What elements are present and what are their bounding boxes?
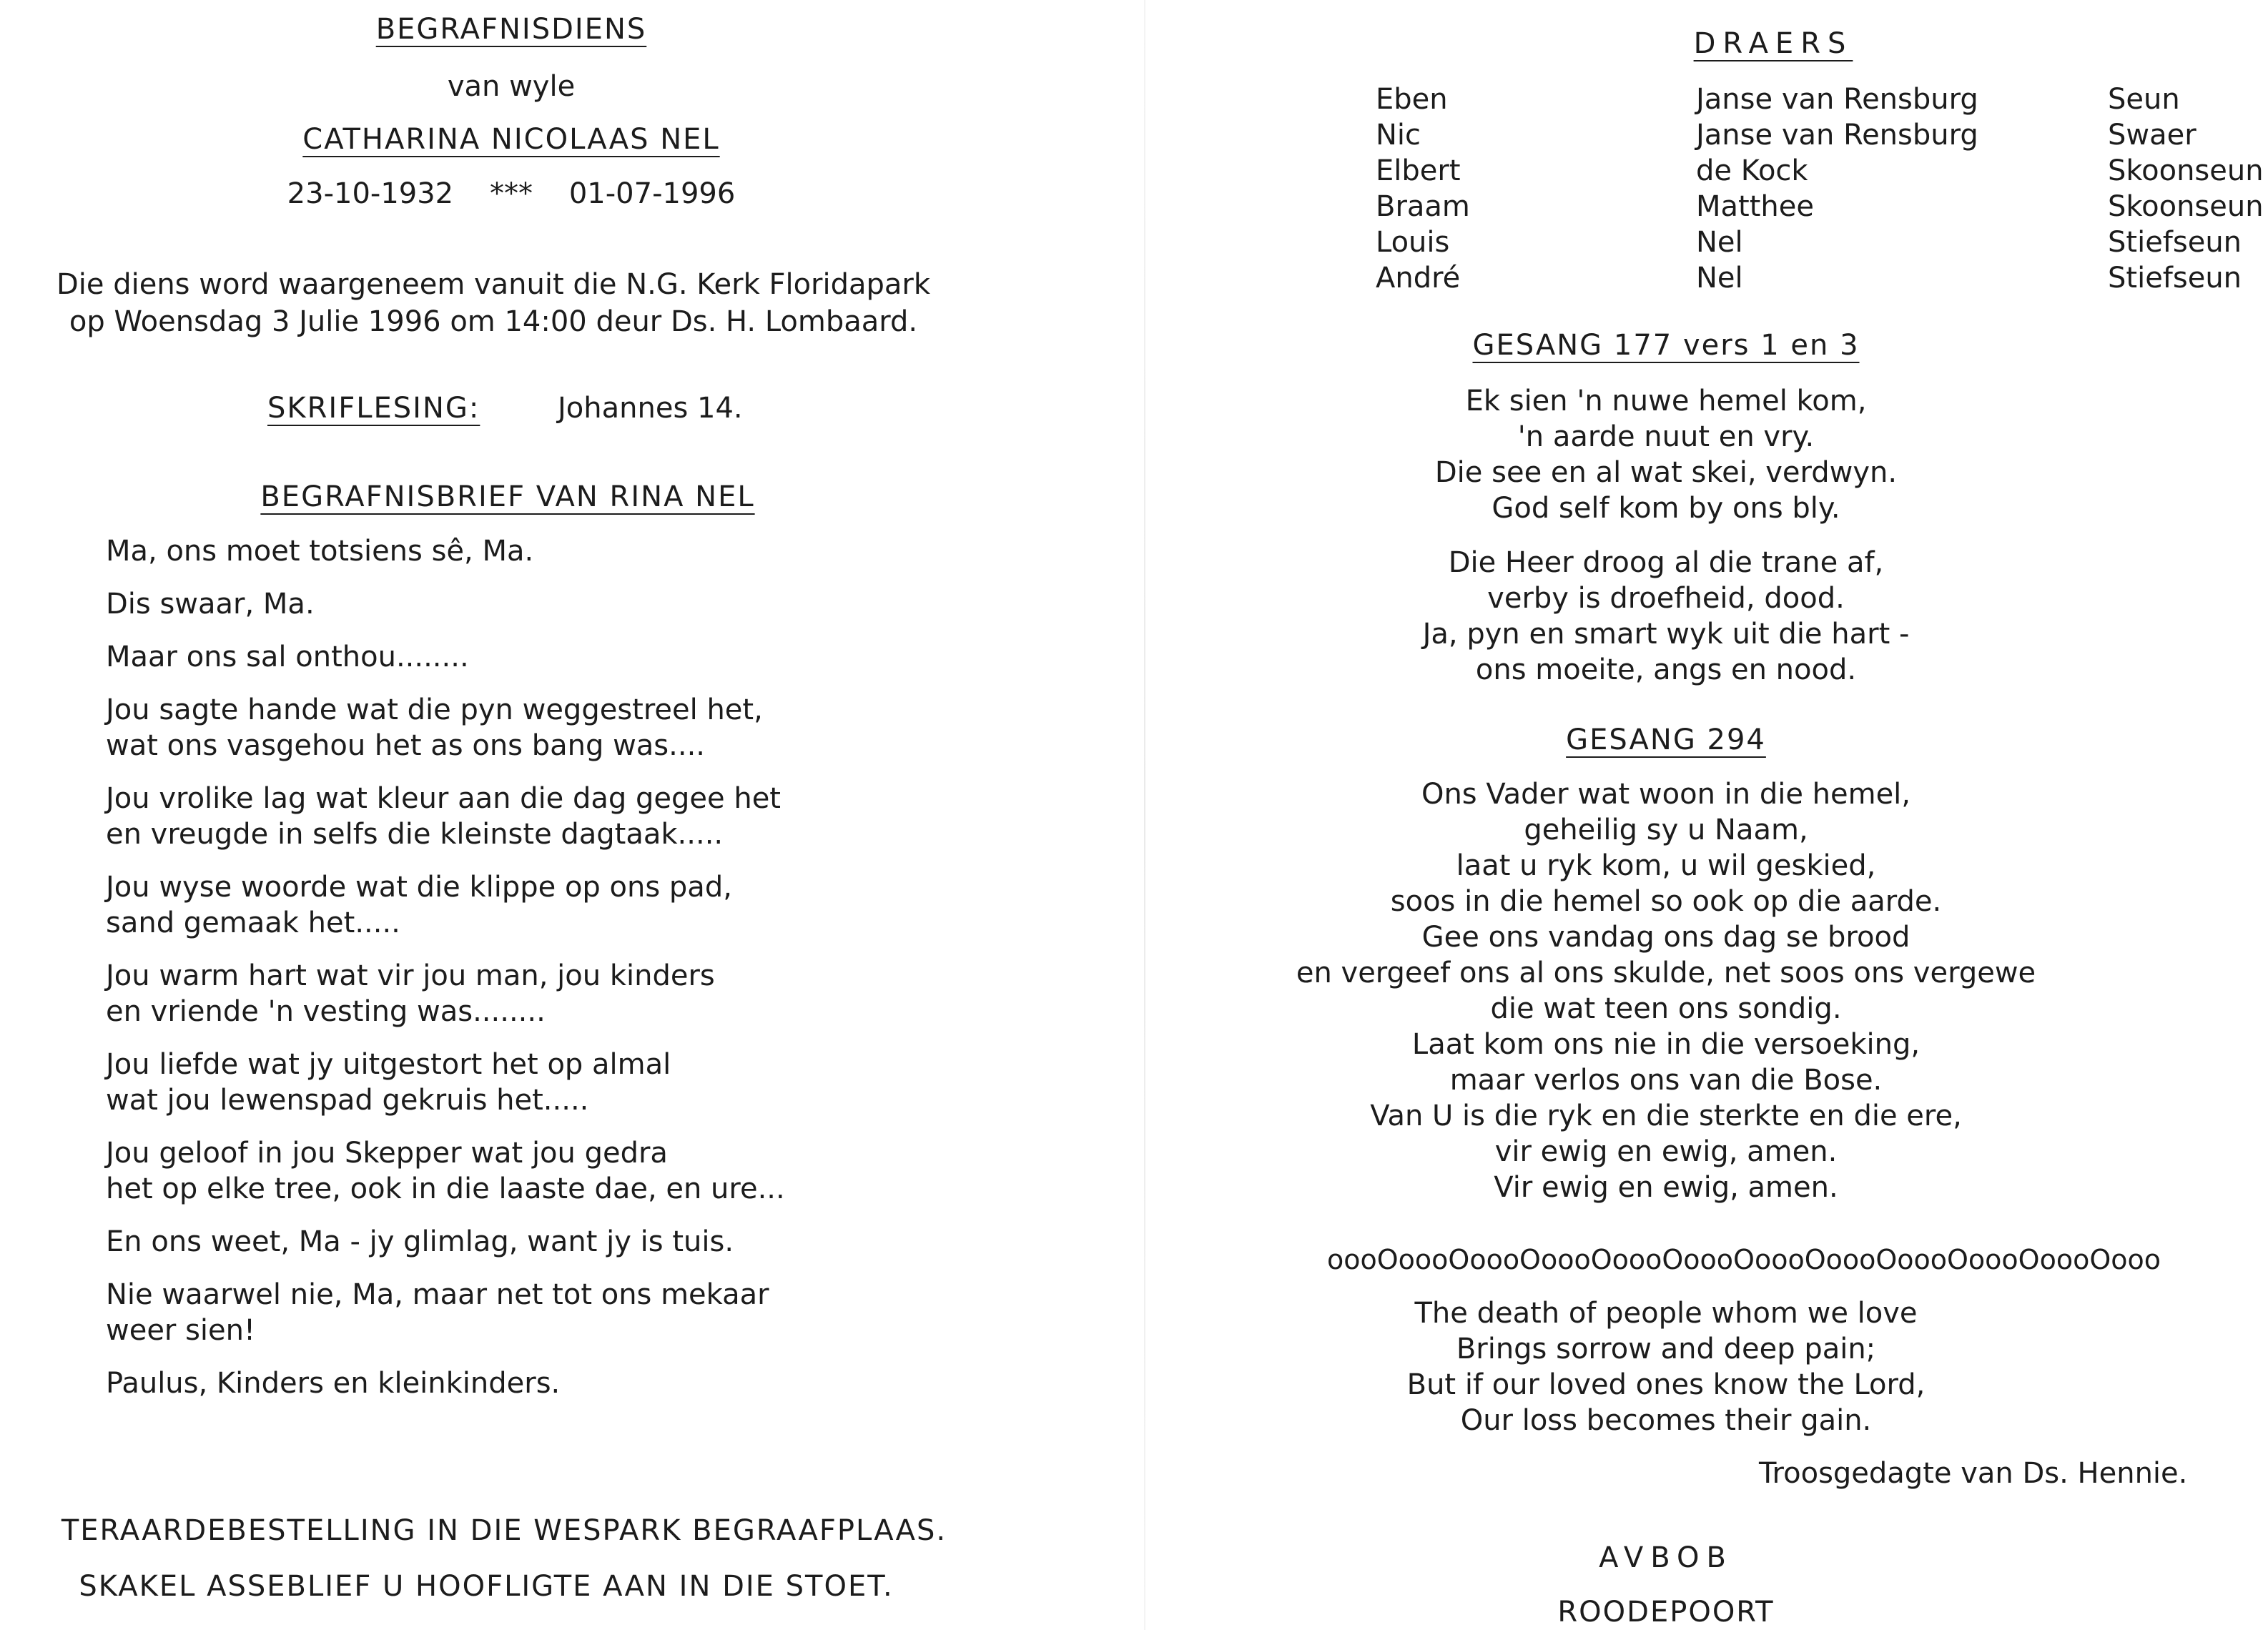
hymn-line: Ons Vader wat woon in die hemel, bbox=[1421, 778, 1911, 811]
hymn-177-text bbox=[1115, 383, 2217, 706]
hymn-stanza bbox=[1115, 383, 2217, 526]
pallbearer-first-name: Braam bbox=[1376, 190, 1470, 223]
hymn-line: soos in die hemel so ook op die aarde. bbox=[1390, 885, 1942, 918]
deceased-name bbox=[0, 123, 1022, 156]
letter-paragraph bbox=[106, 639, 785, 675]
service-heading-text: BEGRAFNISDIENS bbox=[375, 13, 647, 46]
letter-line: wat jou lewenspad gekruis het..... bbox=[106, 1084, 589, 1117]
letter-paragraph bbox=[106, 958, 785, 1029]
letter-paragraph bbox=[106, 692, 785, 764]
letter-line: Nie waarwel nie, Ma, maar net tot ons mekaar bbox=[106, 1278, 769, 1311]
hymn-line: en vergeef ons al ons skulde, net soos ons vergewe bbox=[1296, 957, 2036, 989]
hymn-line: Die Heer droog al die trane af, bbox=[1448, 546, 1884, 579]
service-line-2: op Woensdag 3 Julie 1996 om 14:00 deur Ds. H. Lombaard. bbox=[69, 305, 918, 338]
poem-line: But if our loved ones know the Lord, bbox=[1406, 1368, 1926, 1401]
hymn-line: vir ewig en ewig, amen. bbox=[1494, 1135, 1838, 1168]
hymn-line: die wat teen ons sondig. bbox=[1490, 992, 1842, 1025]
pallbearer-relation: Stiefseun bbox=[2108, 262, 2242, 295]
letter-line: Jou sagte hande wat die pyn weggestreel het, bbox=[106, 693, 763, 726]
letter-paragraph bbox=[106, 1365, 785, 1401]
letter-paragraph bbox=[106, 533, 785, 569]
letter-line: Jou liefde wat jy uitgestort het op almal bbox=[106, 1048, 671, 1081]
pallbearer-first-name: Louis bbox=[1376, 226, 1450, 259]
letter-line: en vreugde in selfs die kleinste dagtaak..... bbox=[106, 818, 724, 851]
pallbearer-first-name: Nic bbox=[1376, 119, 1421, 152]
hymn-line: Ja, pyn en smart wyk uit die hart - bbox=[1422, 618, 1910, 651]
letter-line: Jou vrolike lag wat kleur aan die dag gegee het bbox=[106, 782, 781, 815]
pallbearers-heading-text: DRAERS bbox=[1693, 27, 1853, 60]
hymn-line: Gee ons vandag ons dag se brood bbox=[1421, 921, 1910, 954]
right-page bbox=[1115, 0, 2268, 1630]
poem-credit: Troosgedagte van Ds. Hennie. bbox=[1759, 1457, 2188, 1490]
poem-line: Our loss becomes their gain. bbox=[1460, 1404, 1872, 1437]
hymn-177-heading bbox=[1115, 329, 2217, 362]
pallbearer-surname: Nel bbox=[1696, 262, 1743, 295]
letter-line: Jou wyse woorde wat die klippe op ons pad, bbox=[106, 871, 732, 904]
letter-line: Maar ons sal onthou........ bbox=[106, 641, 469, 673]
pallbearer-first-name: Elbert bbox=[1376, 154, 1461, 187]
hymn-line: laat u ryk kom, u wil geskied, bbox=[1456, 849, 1876, 882]
letter-paragraph bbox=[106, 1135, 785, 1207]
letter-line: Jou geloof in jou Skepper wat jou gedra bbox=[106, 1137, 668, 1170]
letter-paragraph bbox=[106, 869, 785, 941]
letter-line: weer sien! bbox=[106, 1314, 256, 1347]
pallbearer-first-name: Eben bbox=[1376, 83, 1448, 116]
hymn-line: Vir ewig en ewig, amen. bbox=[1494, 1171, 1838, 1204]
hymn-line: Laat kom ons nie in die versoeking, bbox=[1411, 1028, 1921, 1061]
hymn-stanza bbox=[1115, 545, 2217, 688]
hymn-line: ons moeite, angs en nood. bbox=[1475, 653, 1857, 686]
letter-line: sand gemaak het..... bbox=[106, 907, 400, 939]
van-wyle: van wyle bbox=[447, 70, 576, 103]
letter-heading-text: BEGRAFNISBRIEF VAN RINA NEL bbox=[260, 480, 755, 513]
letter-line: en vriende 'n vesting was........ bbox=[106, 995, 546, 1028]
hymn-294-text bbox=[1115, 776, 2217, 1205]
hymn-line: Ek sien 'n nuwe hemel kom, bbox=[1465, 385, 1867, 418]
undertaker-name: AVBOB bbox=[1599, 1541, 1733, 1574]
pallbearer-relation: Skoonseun bbox=[2108, 154, 2264, 187]
pallbearer-relation: Swaer bbox=[2108, 119, 2196, 152]
letter-line: En ons weet, Ma - jy glimlag, want jy is tuis. bbox=[106, 1225, 734, 1258]
letter-line: het op elke tree, ook in die laaste dae, en ure... bbox=[106, 1172, 785, 1205]
pallbearer-surname: Janse van Rensburg bbox=[1696, 83, 1978, 116]
letter-paragraph bbox=[106, 586, 785, 622]
pallbearer-relation: Skoonseun bbox=[2108, 190, 2264, 223]
pallbearer-surname: Nel bbox=[1696, 226, 1743, 259]
hymn-294-heading-text: GESANG 294 bbox=[1566, 723, 1766, 756]
funeral-letter bbox=[106, 533, 785, 1418]
hymn-line: verby is droefheid, dood. bbox=[1487, 582, 1845, 615]
pallbearer-relation: Seun bbox=[2108, 83, 2180, 116]
pallbearer-first-names bbox=[1376, 82, 1470, 296]
headlights-notice: SKAKEL ASSEBLIEF U HOOFLIGTE AAN IN DIE STOET. bbox=[79, 1570, 894, 1603]
pallbearer-first-name: André bbox=[1376, 262, 1461, 295]
hymn-line: Die see en al wat skei, verdwyn. bbox=[1434, 456, 1898, 489]
service-details bbox=[0, 266, 987, 340]
pallbearer-surname: de Kock bbox=[1696, 154, 1808, 187]
life-dates: 23-10-1932 *** 01-07-1996 bbox=[287, 177, 736, 210]
letter-line: Ma, ons moet totsiens sê, Ma. bbox=[106, 535, 534, 568]
left-page bbox=[0, 0, 1115, 1630]
scripture-reference: Johannes 14. bbox=[558, 392, 743, 425]
undertaker-location: ROODEPOORT bbox=[1557, 1596, 1775, 1629]
service-heading bbox=[0, 13, 1022, 46]
burial-notice: TERAARDEBESTELLING IN DIE WESPARK BEGRAAFPLAAS. bbox=[61, 1514, 947, 1547]
pallbearer-surname: Janse van Rensburg bbox=[1696, 119, 1978, 152]
hymn-line: 'n aarde nuut en vry. bbox=[1517, 420, 1815, 453]
letter-paragraph bbox=[106, 781, 785, 852]
letter-paragraph bbox=[106, 1047, 785, 1118]
pallbearers-heading bbox=[1666, 27, 1880, 60]
service-line-1: Die diens word waargeneem vanuit die N.G. Kerk Floridapark bbox=[56, 268, 931, 301]
letter-line: Dis swaar, Ma. bbox=[106, 588, 315, 621]
pallbearer-surname: Matthee bbox=[1696, 190, 1814, 223]
ornamental-divider: oooOoooOoooOoooOoooOoooOoooOoooOoooOoooOoooOooo bbox=[1327, 1244, 2161, 1275]
letter-line: Paulus, Kinders en kleinkinders. bbox=[106, 1367, 561, 1400]
hymn-294-heading bbox=[1115, 723, 2217, 756]
hymn-line: Van U is die ryk en die sterkte en die ere, bbox=[1370, 1100, 1962, 1132]
letter-heading bbox=[0, 480, 1015, 513]
pallbearer-surnames bbox=[1696, 82, 1978, 296]
consolation-poem bbox=[1115, 1295, 2217, 1438]
hymn-line: maar verlos ons van die Bose. bbox=[1449, 1064, 1883, 1097]
letter-paragraph bbox=[106, 1224, 785, 1260]
letter-line: Jou warm hart wat vir jou man, jou kinders bbox=[106, 959, 715, 992]
scripture-label: SKRIFLESING: bbox=[267, 392, 480, 425]
letter-line: wat ons vasgehou het as ons bang was.... bbox=[106, 729, 706, 762]
poem-line: The death of people whom we love bbox=[1414, 1297, 1918, 1330]
pallbearer-relations bbox=[2108, 82, 2264, 296]
pallbearer-relation: Stiefseun bbox=[2108, 226, 2242, 259]
letter-paragraph bbox=[106, 1277, 785, 1348]
hymn-line: God self kom by ons bly. bbox=[1492, 492, 1840, 525]
hymn-177-heading-text: GESANG 177 vers 1 en 3 bbox=[1472, 329, 1860, 362]
deceased-name-text: CATHARINA NICOLAAS NEL bbox=[302, 123, 720, 156]
poem-line: Brings sorrow and deep pain; bbox=[1456, 1333, 1876, 1365]
hymn-line: geheilig sy u Naam, bbox=[1524, 814, 1808, 846]
